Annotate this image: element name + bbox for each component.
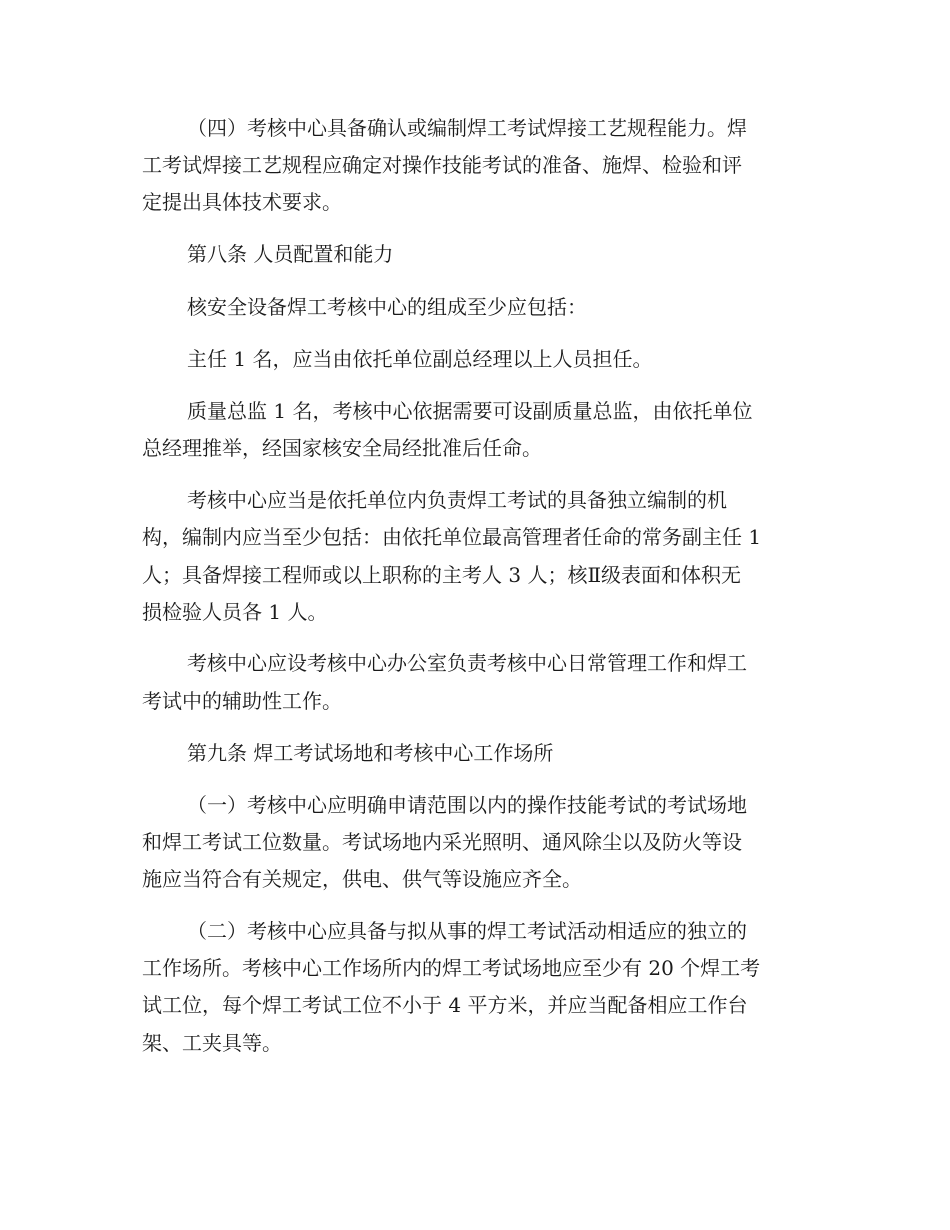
text-line: 定提出具体技术要求。 (142, 190, 342, 214)
text-line: 工作场所。考核中心工作场所内的焊工考试场地应至少有 20 个焊工考 (142, 956, 761, 980)
text-line: （一）考核中心应明确申请范围以内的操作技能考试的考试场地 (187, 793, 747, 817)
text-line: （二）考核中心应具备与拟从事的焊工考试活动相适应的独立的 (187, 919, 747, 943)
text-line: 人；具备焊接工程师或以上职称的主考人 3 人；核Ⅱ级表面和体积无 (142, 563, 742, 587)
text-line: 构，编制内应当至少包括：由依托单位最高管理者任命的常务副主任 1 (142, 525, 762, 549)
text-line: 架、工夹具等。 (142, 1031, 282, 1055)
text-line: 总经理推举，经国家核安全局经批准后任命。 (142, 436, 542, 460)
text-line: 损检验人员各 1 人。 (142, 600, 328, 624)
text-line: 和焊工考试工位数量。考试场地内采光照明、通风除尘以及防火等设 (142, 830, 742, 854)
text-line: 考核中心应当是依托单位内负责焊工考试的具备独立编制的机 (187, 488, 727, 512)
text-line: 第九条 焊工考试场地和考核中心工作场所 (187, 741, 554, 765)
text-line: 施应当符合有关规定，供电、供气等设施应齐全。 (142, 867, 582, 891)
text-line: 质量总监 1 名，考核中心依据需要可设副质量总监，由依托单位 (187, 399, 753, 423)
text-line: 第八条 人员配置和能力 (187, 242, 394, 266)
text-line: 考试中的辅助性工作。 (142, 689, 342, 713)
text-line: 主任 1 名，应当由依托单位副总经理以上人员担任。 (187, 347, 653, 371)
text-line: 工考试焊接工艺规程应确定对操作技能考试的准备、施焊、检验和评 (142, 153, 742, 177)
text-line: 考核中心应设考核中心办公室负责考核中心日常管理工作和焊工 (187, 651, 747, 675)
text-line: 试工位，每个焊工考试工位不小于 4 平方米，并应当配备相应工作台 (142, 993, 748, 1017)
text-line: （四）考核中心具备确认或编制焊工考试焊接工艺规程能力。焊 (187, 116, 747, 140)
text-line: 核安全设备焊工考核中心的组成至少应包括： (187, 295, 587, 319)
